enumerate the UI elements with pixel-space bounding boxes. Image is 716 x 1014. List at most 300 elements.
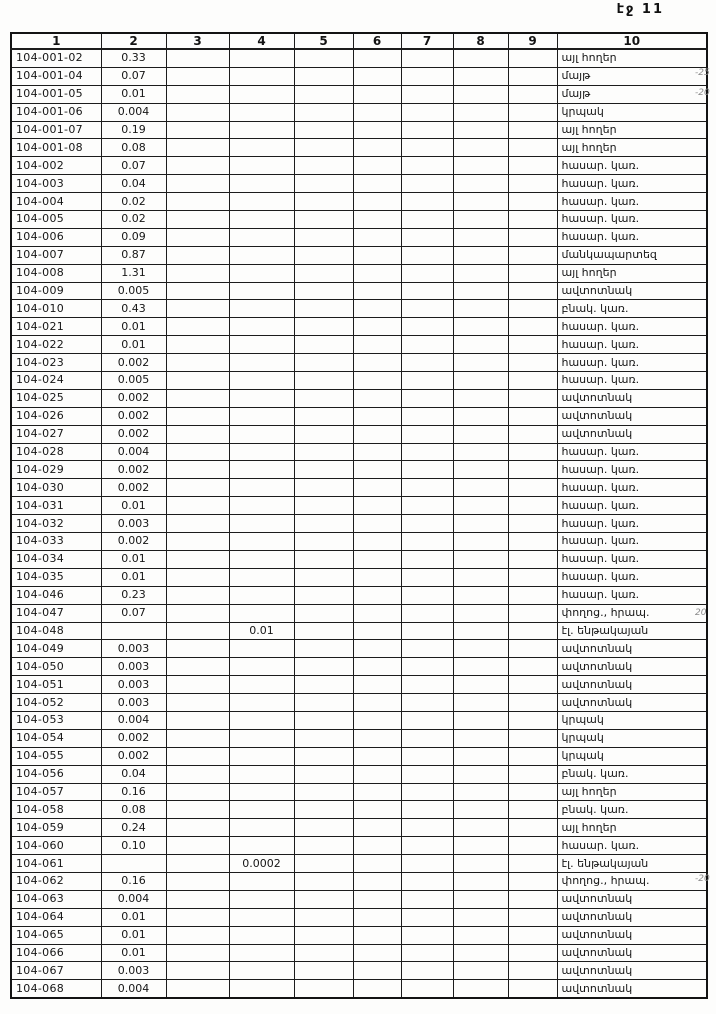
cell-3 xyxy=(166,85,229,103)
cell-6 xyxy=(353,962,401,980)
cell-3 xyxy=(166,300,229,318)
cell-parcel-code: 104-031 xyxy=(11,497,101,515)
cell-area-value: 0.004 xyxy=(101,890,166,908)
cell-parcel-code: 104-003 xyxy=(11,175,101,193)
column-header-5: 5 xyxy=(294,33,353,49)
cell-9 xyxy=(508,944,557,962)
cell-9 xyxy=(508,837,557,855)
cell-9 xyxy=(508,926,557,944)
cell-3 xyxy=(166,747,229,765)
cell-8 xyxy=(453,872,508,890)
cell-7 xyxy=(401,765,453,783)
table-row xyxy=(11,926,707,944)
cell-3 xyxy=(166,533,229,551)
cell-parcel-code: 104-001-05 xyxy=(11,85,101,103)
cell-8 xyxy=(453,425,508,443)
cell-4-value xyxy=(229,211,294,229)
cell-3 xyxy=(166,175,229,193)
cell-9 xyxy=(508,658,557,676)
cell-7 xyxy=(401,497,453,515)
cell-6 xyxy=(353,783,401,801)
table-row xyxy=(11,658,707,676)
cell-8 xyxy=(453,765,508,783)
cell-6 xyxy=(353,372,401,390)
cell-area-value: 0.04 xyxy=(101,765,166,783)
table-row xyxy=(11,622,707,640)
cell-6 xyxy=(353,443,401,461)
cell-5 xyxy=(294,318,353,336)
table-row xyxy=(11,443,707,461)
cell-area-value: 0.003 xyxy=(101,694,166,712)
cell-4-value xyxy=(229,765,294,783)
cell-5 xyxy=(294,604,353,622)
cell-7 xyxy=(401,694,453,712)
cell-7 xyxy=(401,407,453,425)
cell-3 xyxy=(166,801,229,819)
cell-area-value: 0.07 xyxy=(101,67,166,85)
cell-9 xyxy=(508,49,557,67)
cell-8 xyxy=(453,515,508,533)
cell-8 xyxy=(453,837,508,855)
cell-parcel-code: 104-001-02 xyxy=(11,49,101,67)
cell-7 xyxy=(401,318,453,336)
cell-6 xyxy=(353,211,401,229)
cell-4-value xyxy=(229,604,294,622)
cell-6 xyxy=(353,622,401,640)
cell-9 xyxy=(508,264,557,282)
cell-4-value xyxy=(229,676,294,694)
table-row xyxy=(11,354,707,372)
cell-5 xyxy=(294,568,353,586)
cell-6 xyxy=(353,890,401,908)
cell-parcel-code: 104-059 xyxy=(11,819,101,837)
cell-landuse-label: ավտոտնակ xyxy=(557,980,707,998)
cell-6 xyxy=(353,533,401,551)
cell-3 xyxy=(166,550,229,568)
cell-4-value xyxy=(229,515,294,533)
cell-4-value xyxy=(229,801,294,819)
cell-6 xyxy=(353,837,401,855)
cell-area-value: 0.002 xyxy=(101,354,166,372)
margin-note: -25 xyxy=(695,68,710,78)
cell-9 xyxy=(508,282,557,300)
cell-7 xyxy=(401,139,453,157)
cell-9 xyxy=(508,157,557,175)
cell-area-value: 0.002 xyxy=(101,729,166,747)
cell-landuse-label: հասար. կառ. xyxy=(557,211,707,229)
cell-8 xyxy=(453,944,508,962)
cell-area-value: 0.01 xyxy=(101,926,166,944)
cell-8 xyxy=(453,121,508,139)
cell-8 xyxy=(453,926,508,944)
cell-7 xyxy=(401,461,453,479)
cell-7 xyxy=(401,658,453,676)
cell-landuse-label: ավտոտնակ xyxy=(557,640,707,658)
cell-8 xyxy=(453,336,508,354)
cell-area-value: 0.003 xyxy=(101,640,166,658)
cell-3 xyxy=(166,729,229,747)
cell-7 xyxy=(401,711,453,729)
cell-9 xyxy=(508,372,557,390)
cell-4-value: 0.0002 xyxy=(229,855,294,873)
cell-8 xyxy=(453,550,508,568)
cell-parcel-code: 104-057 xyxy=(11,783,101,801)
cell-6 xyxy=(353,944,401,962)
cell-4-value xyxy=(229,157,294,175)
cell-area-value: 0.01 xyxy=(101,944,166,962)
cell-8 xyxy=(453,461,508,479)
cell-9 xyxy=(508,515,557,533)
cell-6 xyxy=(353,908,401,926)
cell-9 xyxy=(508,908,557,926)
cell-8 xyxy=(453,264,508,282)
cell-9 xyxy=(508,85,557,103)
cell-7 xyxy=(401,533,453,551)
cell-area-value: 0.07 xyxy=(101,604,166,622)
cell-3 xyxy=(166,139,229,157)
cell-7 xyxy=(401,193,453,211)
cell-landuse-label: ավտոտնակ xyxy=(557,890,707,908)
cell-8 xyxy=(453,139,508,157)
cell-6 xyxy=(353,497,401,515)
table-row xyxy=(11,944,707,962)
table-row xyxy=(11,264,707,282)
cell-area-value: 0.01 xyxy=(101,908,166,926)
cell-landuse-label: այլ հողեր xyxy=(557,139,707,157)
cell-9 xyxy=(508,604,557,622)
cell-7 xyxy=(401,157,453,175)
cell-4-value xyxy=(229,300,294,318)
cell-8 xyxy=(453,783,508,801)
cell-9 xyxy=(508,103,557,121)
cell-5 xyxy=(294,586,353,604)
cell-3 xyxy=(166,264,229,282)
cell-8 xyxy=(453,622,508,640)
cell-landuse-label: հասար. կառ. xyxy=(557,228,707,246)
cell-5 xyxy=(294,228,353,246)
cell-landuse-label: ավտոտնակ xyxy=(557,658,707,676)
cell-6 xyxy=(353,980,401,998)
cell-landuse-label: ավտոտնակ xyxy=(557,962,707,980)
cell-landuse-label: հասար. կառ. xyxy=(557,568,707,586)
cell-6 xyxy=(353,515,401,533)
cell-5 xyxy=(294,461,353,479)
cell-9 xyxy=(508,765,557,783)
column-header-9: 9 xyxy=(508,33,557,49)
cell-4-value xyxy=(229,85,294,103)
cell-5 xyxy=(294,193,353,211)
cell-area-value: 0.002 xyxy=(101,425,166,443)
cell-4-value xyxy=(229,175,294,193)
cell-parcel-code: 104-023 xyxy=(11,354,101,372)
cell-9 xyxy=(508,819,557,837)
table-body xyxy=(11,49,707,998)
cell-7 xyxy=(401,175,453,193)
cell-4-value xyxy=(229,497,294,515)
cell-8 xyxy=(453,407,508,425)
cell-landuse-label: հասար. կառ. xyxy=(557,837,707,855)
cell-parcel-code: 104-010 xyxy=(11,300,101,318)
cell-5 xyxy=(294,622,353,640)
cell-3 xyxy=(166,622,229,640)
cell-area-value xyxy=(101,855,166,873)
cell-8 xyxy=(453,175,508,193)
cell-parcel-code: 104-049 xyxy=(11,640,101,658)
cell-5 xyxy=(294,389,353,407)
cell-parcel-code: 104-034 xyxy=(11,550,101,568)
cell-landuse-label: էլ. ենթակայան xyxy=(557,855,707,873)
cell-5 xyxy=(294,246,353,264)
cell-9 xyxy=(508,747,557,765)
cell-parcel-code: 104-004 xyxy=(11,193,101,211)
cell-3 xyxy=(166,890,229,908)
cell-9 xyxy=(508,389,557,407)
cell-parcel-code: 104-030 xyxy=(11,479,101,497)
cell-7 xyxy=(401,729,453,747)
cell-9 xyxy=(508,729,557,747)
cell-landuse-label: ավտոտնակ xyxy=(557,676,707,694)
cell-5 xyxy=(294,67,353,85)
cell-area-value: 0.002 xyxy=(101,747,166,765)
cell-5 xyxy=(294,890,353,908)
table-row xyxy=(11,49,707,67)
cell-9 xyxy=(508,783,557,801)
cell-parcel-code: 104-054 xyxy=(11,729,101,747)
cell-parcel-code: 104-058 xyxy=(11,801,101,819)
cell-7 xyxy=(401,872,453,890)
cell-8 xyxy=(453,49,508,67)
cell-4-value xyxy=(229,729,294,747)
cell-parcel-code: 104-025 xyxy=(11,389,101,407)
table-row xyxy=(11,568,707,586)
column-header-2: 2 xyxy=(101,33,166,49)
cell-7 xyxy=(401,443,453,461)
cell-3 xyxy=(166,765,229,783)
cell-3 xyxy=(166,783,229,801)
cell-3 xyxy=(166,407,229,425)
cell-7 xyxy=(401,944,453,962)
cell-landuse-label: բնակ. կառ. xyxy=(557,801,707,819)
cell-8 xyxy=(453,157,508,175)
cell-4-value xyxy=(229,747,294,765)
cell-landuse-label: այլ հողեր xyxy=(557,783,707,801)
cell-8 xyxy=(453,67,508,85)
cell-area-value: 0.08 xyxy=(101,139,166,157)
cell-area-value: 0.003 xyxy=(101,515,166,533)
cell-3 xyxy=(166,819,229,837)
cell-8 xyxy=(453,729,508,747)
table-row xyxy=(11,604,707,622)
cell-area-value: 0.01 xyxy=(101,497,166,515)
cell-landuse-label: բնակ. կառ. xyxy=(557,765,707,783)
table-row xyxy=(11,872,707,890)
cell-4-value xyxy=(229,533,294,551)
cell-4-value xyxy=(229,962,294,980)
cell-9 xyxy=(508,550,557,568)
cell-8 xyxy=(453,908,508,926)
table-row xyxy=(11,819,707,837)
cell-9 xyxy=(508,175,557,193)
cell-parcel-code: 104-035 xyxy=(11,568,101,586)
cell-5 xyxy=(294,515,353,533)
cell-parcel-code: 104-009 xyxy=(11,282,101,300)
cell-7 xyxy=(401,890,453,908)
cell-parcel-code: 104-007 xyxy=(11,246,101,264)
cell-6 xyxy=(353,801,401,819)
cell-area-value: 0.09 xyxy=(101,228,166,246)
cell-4-value xyxy=(229,640,294,658)
cell-parcel-code: 104-062 xyxy=(11,872,101,890)
cell-parcel-code: 104-008 xyxy=(11,264,101,282)
table-row xyxy=(11,157,707,175)
cell-6 xyxy=(353,461,401,479)
cell-landuse-label: ավտոտնակ xyxy=(557,694,707,712)
table-row xyxy=(11,694,707,712)
cell-3 xyxy=(166,837,229,855)
table-row xyxy=(11,461,707,479)
cell-9 xyxy=(508,193,557,211)
table-row xyxy=(11,586,707,604)
cell-8 xyxy=(453,300,508,318)
cell-8 xyxy=(453,443,508,461)
cell-5 xyxy=(294,550,353,568)
table-row xyxy=(11,372,707,390)
cell-area-value: 0.01 xyxy=(101,550,166,568)
cell-6 xyxy=(353,658,401,676)
table-row xyxy=(11,425,707,443)
cell-landuse-label: կրպակ xyxy=(557,711,707,729)
cell-9 xyxy=(508,676,557,694)
cell-5 xyxy=(294,711,353,729)
table-row xyxy=(11,515,707,533)
cell-9 xyxy=(508,407,557,425)
cell-area-value: 0.04 xyxy=(101,175,166,193)
cell-7 xyxy=(401,908,453,926)
cell-4-value xyxy=(229,783,294,801)
cell-6 xyxy=(353,389,401,407)
page-number-label: էջ 11 xyxy=(616,2,664,17)
cell-parcel-code: 104-051 xyxy=(11,676,101,694)
margin-note: -20 xyxy=(695,874,710,884)
cell-9 xyxy=(508,139,557,157)
cell-parcel-code: 104-005 xyxy=(11,211,101,229)
cell-9 xyxy=(508,622,557,640)
cell-area-value: 0.004 xyxy=(101,103,166,121)
cell-parcel-code: 104-055 xyxy=(11,747,101,765)
cell-5 xyxy=(294,103,353,121)
cell-7 xyxy=(401,479,453,497)
cell-landuse-label: բնակ. կառ. xyxy=(557,300,707,318)
cell-6 xyxy=(353,139,401,157)
cell-4-value xyxy=(229,318,294,336)
cell-landuse-label: ավտոտնակ xyxy=(557,944,707,962)
cell-9 xyxy=(508,872,557,890)
cell-landuse-label: կրպակ xyxy=(557,103,707,121)
cell-3 xyxy=(166,443,229,461)
cell-5 xyxy=(294,729,353,747)
cell-landuse-label: այլ հողեր xyxy=(557,819,707,837)
cell-4-value xyxy=(229,461,294,479)
cell-area-value: 0.004 xyxy=(101,980,166,998)
cell-6 xyxy=(353,676,401,694)
cell-8 xyxy=(453,962,508,980)
cell-9 xyxy=(508,694,557,712)
cell-area-value: 0.01 xyxy=(101,85,166,103)
cell-3 xyxy=(166,586,229,604)
cell-6 xyxy=(353,175,401,193)
cell-area-value: 0.10 xyxy=(101,837,166,855)
cell-8 xyxy=(453,533,508,551)
table-row xyxy=(11,801,707,819)
cell-7 xyxy=(401,801,453,819)
cell-4-value xyxy=(229,246,294,264)
cell-9 xyxy=(508,461,557,479)
cell-5 xyxy=(294,801,353,819)
cell-landuse-label: մայթ xyxy=(557,67,707,85)
cell-8 xyxy=(453,246,508,264)
cell-6 xyxy=(353,336,401,354)
cell-7 xyxy=(401,389,453,407)
cell-6 xyxy=(353,49,401,67)
cell-landuse-label: հասար. կառ. xyxy=(557,354,707,372)
cell-landuse-label: հասար. կառ. xyxy=(557,497,707,515)
cell-5 xyxy=(294,747,353,765)
table-row xyxy=(11,640,707,658)
cell-4-value xyxy=(229,550,294,568)
cell-3 xyxy=(166,855,229,873)
cell-9 xyxy=(508,479,557,497)
cell-3 xyxy=(166,658,229,676)
cell-5 xyxy=(294,497,353,515)
cell-7 xyxy=(401,855,453,873)
cell-parcel-code: 104-006 xyxy=(11,228,101,246)
cell-9 xyxy=(508,318,557,336)
cell-7 xyxy=(401,550,453,568)
cell-4-value xyxy=(229,228,294,246)
cell-9 xyxy=(508,211,557,229)
cell-7 xyxy=(401,67,453,85)
cell-4-value xyxy=(229,67,294,85)
cell-4-value xyxy=(229,908,294,926)
cell-3 xyxy=(166,926,229,944)
cell-parcel-code: 104-053 xyxy=(11,711,101,729)
cell-8 xyxy=(453,479,508,497)
cell-7 xyxy=(401,586,453,604)
cell-7 xyxy=(401,103,453,121)
cell-parcel-code: 104-033 xyxy=(11,533,101,551)
cell-7 xyxy=(401,837,453,855)
cell-landuse-label: այլ հողեր xyxy=(557,264,707,282)
cell-6 xyxy=(353,550,401,568)
cell-9 xyxy=(508,980,557,998)
cell-9 xyxy=(508,640,557,658)
cell-3 xyxy=(166,711,229,729)
cell-7 xyxy=(401,49,453,67)
table-row xyxy=(11,783,707,801)
cell-3 xyxy=(166,49,229,67)
cell-3 xyxy=(166,246,229,264)
cell-area-value: 0.01 xyxy=(101,318,166,336)
cell-3 xyxy=(166,694,229,712)
table-row xyxy=(11,282,707,300)
cell-8 xyxy=(453,282,508,300)
cell-8 xyxy=(453,658,508,676)
cell-parcel-code: 104-021 xyxy=(11,318,101,336)
cell-7 xyxy=(401,246,453,264)
table-row xyxy=(11,729,707,747)
cell-8 xyxy=(453,85,508,103)
cell-3 xyxy=(166,568,229,586)
